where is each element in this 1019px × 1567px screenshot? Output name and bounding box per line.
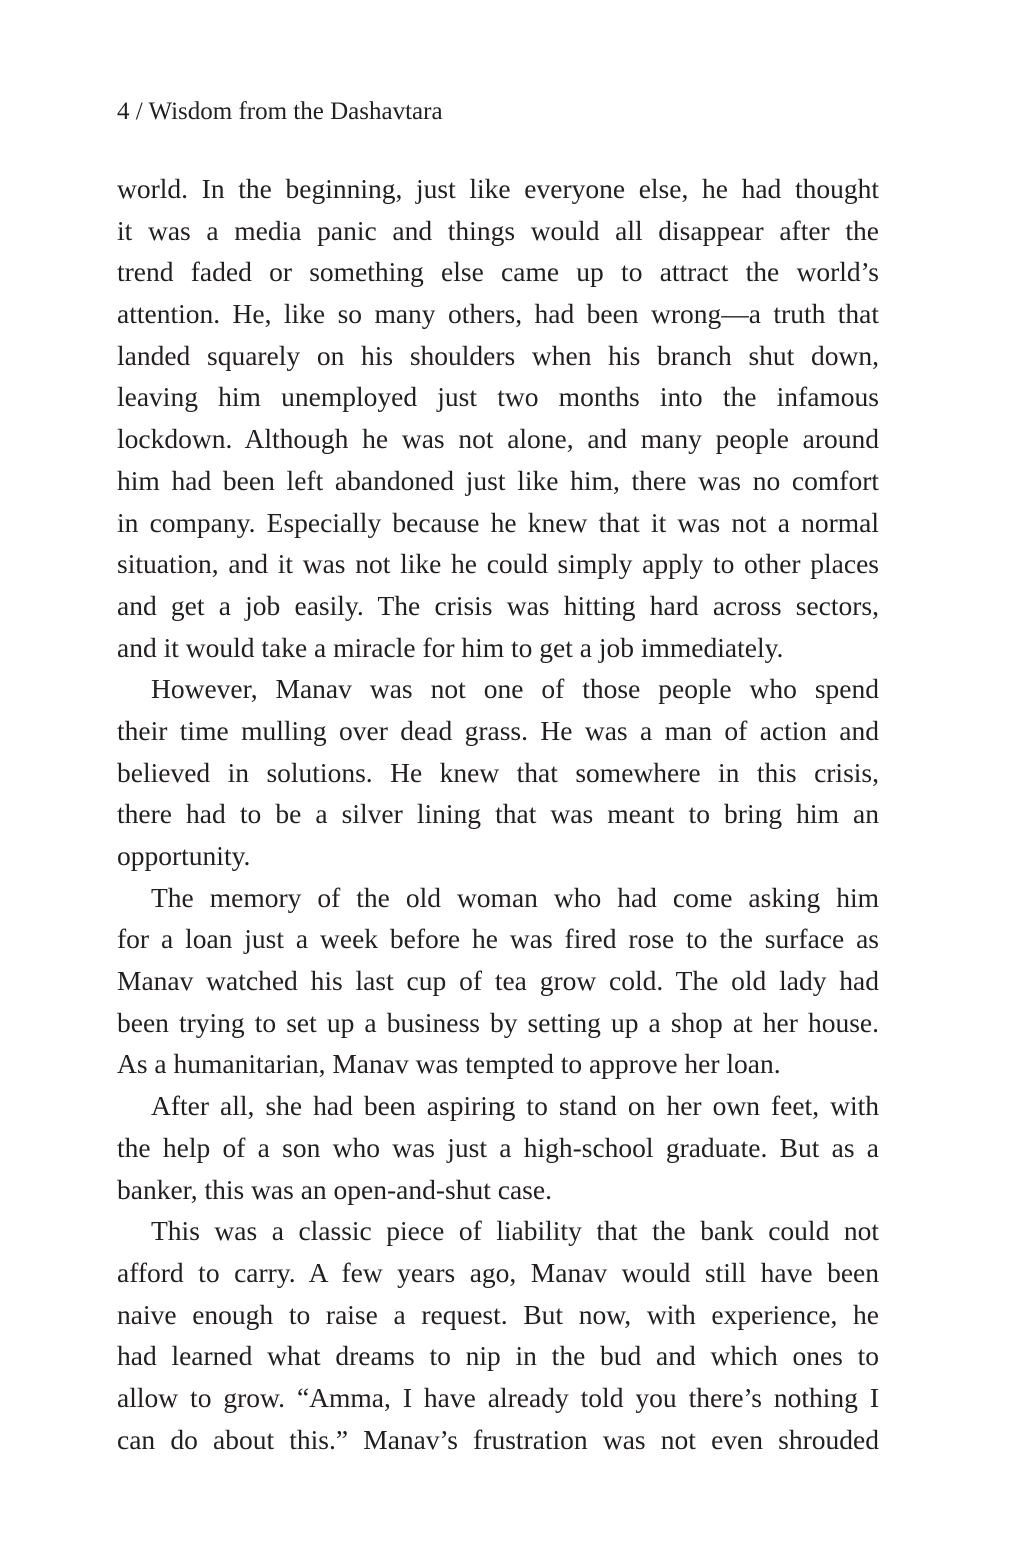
text-line: situation, and it was not like he could simply apply to other places (117, 548, 879, 580)
text-line: naive enough to raise a request. But now, with experience, he (117, 1298, 879, 1330)
body-text (117, 168, 879, 1460)
text-line: banker, this was an open-and-shut case. (117, 1173, 552, 1205)
text-line: attention. He, like so many others, had been wrong—a truth that (117, 298, 879, 330)
paragraph (117, 168, 879, 668)
running-head: 4 / Wisdom from the Dashavtara (117, 98, 443, 125)
text-line: As a humanitarian, Manav was tempted to approve her loan. (117, 1048, 781, 1080)
text-line: him had been left abandoned just like him, there was no comfort (117, 464, 879, 496)
paragraph (117, 668, 879, 876)
text-line: for a loan just a week before he was fired rose to the surface as (117, 923, 879, 955)
text-line: it was a media panic and things would all disappear after the (117, 214, 879, 246)
text-line: After all, she had been aspiring to stand on her own feet, with (151, 1090, 879, 1122)
text-line: However, Manav was not one of those people who spend (151, 673, 879, 705)
text-line: believed in solutions. He knew that somewhere in this crisis, (117, 756, 879, 788)
text-line: world. In the beginning, just like everyone else, he had thought (117, 173, 879, 204)
text-line: trend faded or something else came up to attract the world’s (117, 256, 879, 288)
text-line: there had to be a silver lining that was meant to bring him an (117, 798, 879, 830)
text-line: and it would take a miracle for him to get a job immediately. (117, 631, 784, 663)
text-line: had learned what dreams to nip in the bud and which ones to (117, 1340, 879, 1372)
text-line: been trying to set up a business by setting up a shop at her house. (117, 1006, 879, 1038)
text-line: the help of a son who was just a high-school graduate. But as a (117, 1131, 879, 1163)
text-line: afford to carry. A few years ago, Manav would still have been (117, 1256, 879, 1288)
text-line: opportunity. (117, 840, 251, 871)
text-line: in company. Especially because he knew that it was not a normal (117, 506, 879, 538)
text-line: lockdown. Although he was not alone, and many people around (117, 423, 879, 455)
text-line: landed squarely on his shoulders when his branch shut down, (117, 339, 879, 371)
text-line: and get a job easily. The crisis was hitting hard across sectors, (117, 589, 879, 621)
text-line: can do about this.” Manav’s frustration was not even shrouded (117, 1423, 879, 1455)
text-line: Manav watched his last cup of tea grow cold. The old lady had (117, 965, 879, 997)
text-line: The memory of the old woman who had come asking him (151, 881, 879, 913)
paragraph (117, 1085, 879, 1210)
paragraph (117, 1210, 879, 1460)
text-line: leaving him unemployed just two months into the infamous (117, 381, 879, 413)
text-line: This was a classic piece of liability that the bank could not (151, 1215, 879, 1247)
paragraph (117, 877, 879, 1085)
text-line: their time mulling over dead grass. He was a man of action and (117, 714, 879, 746)
text-line: allow to grow. “Amma, I have already told you there’s nothing I (117, 1381, 879, 1413)
